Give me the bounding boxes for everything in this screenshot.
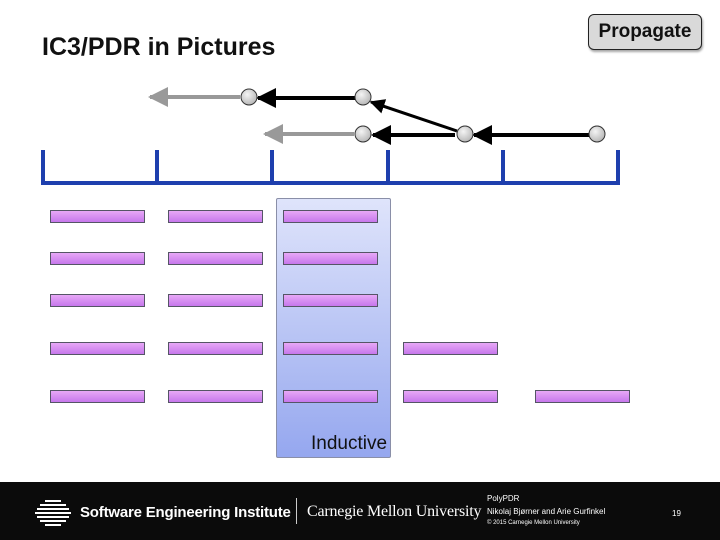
clause-block — [283, 390, 378, 403]
trace-top — [150, 89, 457, 131]
clause-block — [168, 210, 263, 223]
trace-bottom — [265, 126, 605, 142]
clause-block — [50, 342, 145, 355]
state-node — [355, 126, 371, 142]
state-node — [457, 126, 473, 142]
clause-block — [283, 294, 378, 307]
footer-institute-name: Software Engineering Institute — [80, 504, 291, 521]
clause-block — [168, 342, 263, 355]
clause-block — [50, 294, 145, 307]
trace-arrow-black — [371, 102, 457, 131]
footer-university-name: Carnegie Mellon University — [307, 503, 482, 520]
footer-project: PolyPDR — [487, 494, 520, 503]
footer-divider — [296, 498, 297, 524]
clause-block — [283, 342, 378, 355]
propagate-button[interactable]: Propagate — [588, 14, 702, 50]
footer-authors: Nikolaj Bjørner and Arie Gurfinkel — [487, 507, 606, 516]
clause-block — [535, 390, 630, 403]
clause-block — [50, 390, 145, 403]
clause-block — [50, 252, 145, 265]
clause-block — [50, 210, 145, 223]
clause-block — [168, 294, 263, 307]
sei-logo-icon — [33, 497, 73, 529]
footer-copyright: © 2015 Carnegie Mellon University — [487, 520, 580, 526]
clause-block — [168, 390, 263, 403]
inductive-label: Inductive — [311, 433, 388, 454]
clause-block — [168, 252, 263, 265]
clause-block — [403, 390, 498, 403]
state-node — [355, 89, 371, 105]
clause-block — [283, 252, 378, 265]
clause-block — [283, 210, 378, 223]
state-node — [589, 126, 605, 142]
frame-axis — [41, 150, 620, 185]
clause-block — [403, 342, 498, 355]
page-number: 19 — [672, 509, 681, 518]
state-node — [241, 89, 257, 105]
slide-title: IC3/PDR in Pictures — [42, 33, 276, 61]
